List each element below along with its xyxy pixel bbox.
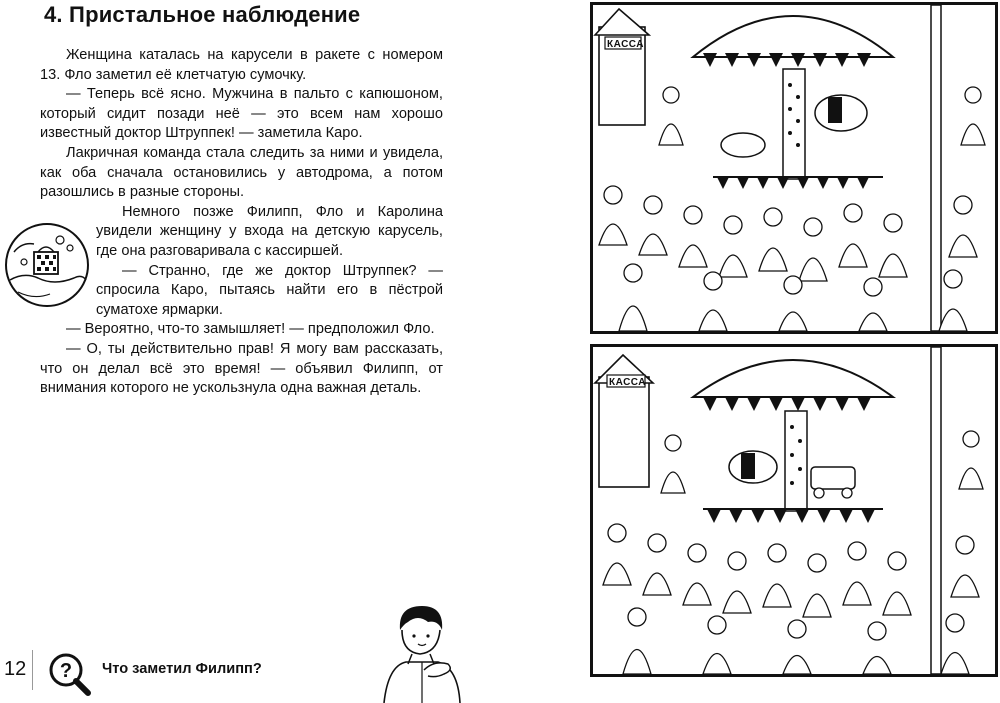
paragraph-6: — Вероятно, что-то замышляет! — предположил Фло. (66, 321, 435, 338)
fair-scene-top (593, 5, 995, 331)
fair-scene-bottom (593, 347, 995, 674)
page-title: 4. Пристальное наблюдение (44, 2, 361, 27)
paragraph-2: — Теперь всё ясно. Мужчина в пальто с капюшоном, который сидит позади неё — это всем нам хорошо известный доктор Штруппек! — заметила Каро. (40, 86, 443, 142)
paragraph-3: Лакричная команда стала следить за ними и увидела, как оба сначала остановились у автодрома, а потом разошлись в разные стороны. (40, 144, 443, 201)
paragraph-7: — О, ты действительно прав! Я могу вам рассказать, что он делал всё это время! — объявил Филипп, от внимания которого не ускользнула одна важная деталь. (40, 340, 443, 397)
question-prompt: Что заметил Филипп? (102, 661, 262, 677)
boy-character-illustration (378, 600, 464, 703)
question-mark: ? (59, 660, 73, 682)
paragraph-4: Немного позже Филипп, Фло и Каролина увидели женщину у входа на детскую карусель, где она разговаривала с кассиршей. (96, 203, 443, 259)
magnifier-question-icon (44, 650, 94, 698)
page-number-divider (32, 650, 33, 690)
booth-sign-bottom: КАССА (609, 377, 646, 388)
booth-sign-top: КАССА (607, 39, 644, 50)
paragraph-1: Женщина каталась на карусели в ракете с номером 13. Фло заметил её клетчатую сумочку. (40, 47, 443, 83)
paragraph-5: — Странно, где же доктор Штруппек? — спросила Каро, пытаясь найти его в пёстрой суматохе ярмарки. (96, 262, 443, 318)
scene-bottom-illustration (590, 344, 998, 677)
page-number: 12 (4, 658, 27, 680)
scene-top-illustration (590, 2, 998, 334)
text-beside-inset (96, 203, 443, 321)
story-text (40, 46, 443, 399)
handbag-inset-illustration (4, 222, 90, 308)
